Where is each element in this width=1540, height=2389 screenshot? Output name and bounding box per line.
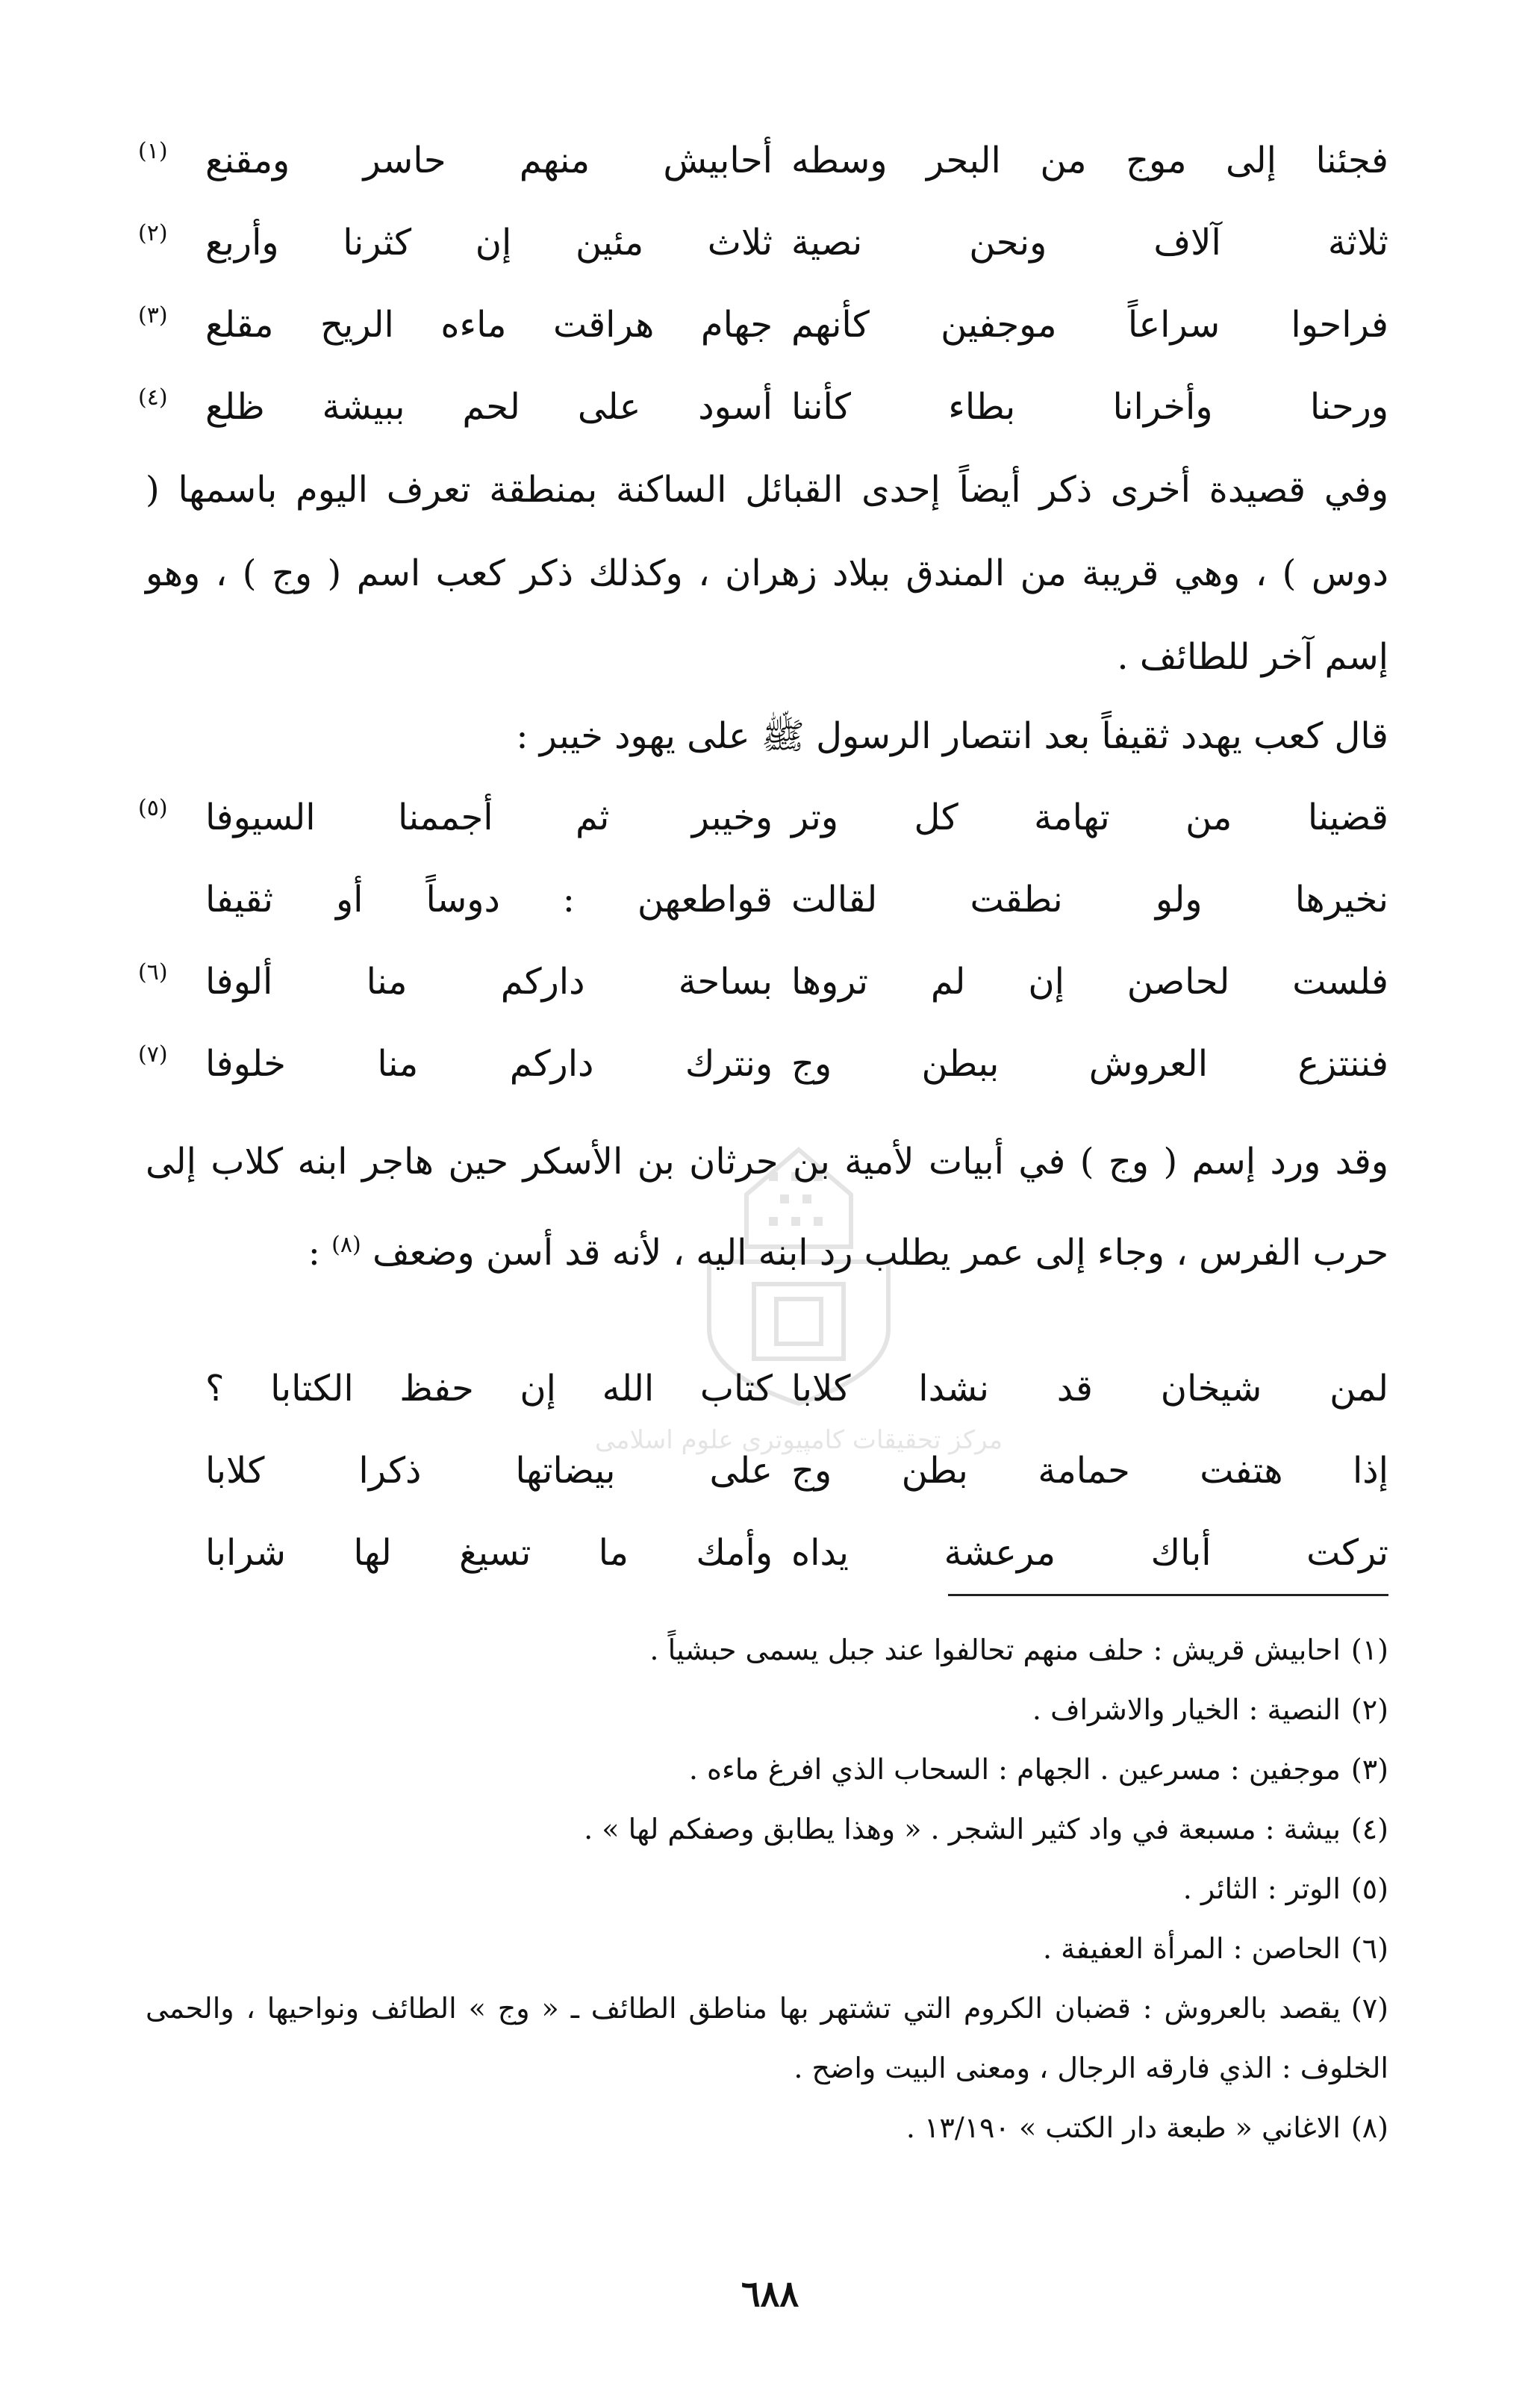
footnote-item [146,1919,1388,1978]
first-hemistich: لمن شيخان قد نشدا كلابا [791,1368,1388,1410]
footnote-text: الاغاني « طبعة دار الكتب » ١٣/١٩٠ . [905,2111,1341,2144]
paragraph-3-text: وقد ورد إسم ( وج ) في أبيات لأمية بن حرثان بن الأسكر حين هاجر ابنه كلاب إلى حرب الفرس ، وجاء إلى عمر يطلب رد ابنه اليه ، لأنه قد أسن وضعف [146,1141,1388,1274]
first-hemistich: إذا هتفت حمامة بطن وج [791,1450,1388,1492]
second-hemistich: كتاب الله إن حفظ الكتابا ؟ [205,1368,773,1410]
footnote-ref: (٦) [138,959,168,985]
verse-block-3 [146,1348,1388,1594]
verse-block-1 [138,119,1388,448]
footnote-ref: (١) [138,138,168,164]
footnote-number: (٤) [1350,1813,1388,1846]
verse-line [146,1512,1388,1594]
footnote-text: يقصد بالعروش : قضبان الكروم التي تشتهر بها مناطق الطائف ـ « وج » الطائف ونواحيها ، والحمى الخلوف : الذي فارقه الرجال ، ومعنى البيت واضح . [146,1992,1388,2084]
paragraph-3-end: : [308,1232,320,1274]
footnote-item [146,1620,1388,1680]
first-hemistich: ثلاثة آلاف ونحن نصية [791,222,1388,264]
footnote-text: بيشة : مسبعة في واد كثير الشجر . « وهذا يطابق وصفكم لها » . [584,1813,1341,1846]
verse-line [138,202,1388,284]
footnote-item [146,1680,1388,1739]
verse-line [138,776,1388,859]
verse-line [138,1023,1388,1105]
paragraph-3 [146,1120,1388,1295]
footnote-ref: (٥) [138,795,168,821]
paragraph-2: قال كعب يهدد ثقيفاً بعد انتصار الرسول ﷺ على يهود خيبر : [516,715,1388,757]
footnote-text: الوتر : الثائر . [1182,1872,1341,1905]
page-number: ٦٨٨ [741,2273,799,2315]
first-hemistich: فلست لحاصن إن لم تروها [791,961,1388,1003]
footnote-number: (٦) [1350,1932,1388,1965]
footnote-number: (٥) [1350,1872,1388,1905]
verse-line [146,1430,1388,1512]
first-hemistich: تركت أباك مرعشة يداه [791,1532,1388,1574]
watermark-text: مرکز تحقیقات کامپیوتری علوم اسلامی [594,1425,1003,1455]
footnote-text: الحاصن : المرأة العفيفة . [1042,1932,1341,1965]
first-hemistich: فراحوا سراعاً موجفين كأنهم [791,304,1388,346]
first-hemistich: فجئنا إلى موج من البحر وسطه [791,140,1388,181]
second-hemistich: ثلاث مئين إن كثرنا وأربع [205,222,773,264]
second-hemistich: على بيضاتها ذكرا كلابا [205,1450,773,1492]
first-hemistich: قضينا من تهامة كل وتر [791,797,1388,838]
verse-line [138,119,1388,202]
footnote-number: (٧) [1350,1992,1388,2025]
footnote-ref: (٧) [138,1041,168,1068]
footnotes [146,1620,1388,2158]
footnote-text: النصية : الخيار والاشراف . [1032,1693,1341,1726]
first-hemistich: فننتزع العروش ببطن وج [791,1043,1388,1085]
footnote-ref: (٤) [138,384,168,411]
second-hemistich: وأمك ما تسيغ لها شرابا [205,1532,773,1574]
footnote-text: موجفين : مسرعين . الجهام : السحاب الذي افرغ ماءه . [688,1753,1341,1786]
second-hemistich: بساحة داركم منا ألوفا [205,961,773,1003]
verse-line [138,941,1388,1023]
second-hemistich: وخيبر ثم أجممنا السيوفا [205,797,773,838]
paragraph-1: وفي قصيدة أخرى ذكر أيضاً إحدى القبائل الساكنة بمنطقة تعرف اليوم باسمها ( دوس ) ، وهي قريبة من المندق ببلاد زهران ، وكذلك ذكر كعب اسم ( وج ) ، وهو إسم آخر للطائف . [146,469,1388,678]
footnote-number: (٣) [1350,1753,1388,1786]
footnote-item [146,1859,1388,1919]
footnote-text: احابيش قريش : حلف منهم تحالفوا عند جبل يسمى حبشياً . [649,1633,1341,1666]
footnote-number: (٢) [1350,1693,1388,1726]
first-hemistich: ورحنا وأخرانا بطاء كأننا [791,386,1388,428]
verse-line [138,366,1388,448]
footnote-number: (٨) [1350,2111,1388,2144]
verse-block-2 [138,776,1388,1105]
second-hemistich: قواطعهن : دوساً أو ثقيفا [205,879,773,921]
footnote-number: (١) [1350,1633,1388,1666]
footnote-item [146,1799,1388,1859]
footnote-ref: (٢) [138,220,168,246]
footnote-item [146,2098,1388,2158]
footnote-item [146,1978,1388,2098]
footnote-ref: (٨) [331,1232,361,1258]
verse-line [146,859,1388,941]
footnote-item [146,1739,1388,1799]
second-hemistich: ونترك داركم منا خلوفا [205,1043,773,1085]
second-hemistich: أحابيش منهم حاسر ومقنع [205,140,773,181]
footnote-ref: (٣) [138,302,168,328]
footnote-divider [948,1594,1388,1596]
first-hemistich: نخيرها ولو نطقت لقالت [791,879,1388,921]
verse-line [138,284,1388,366]
verse-line [146,1348,1388,1430]
second-hemistich: جهام هراقت ماءه الريح مقلع [205,304,773,346]
second-hemistich: أسود على لحم ببيشة ظلع [205,386,773,428]
